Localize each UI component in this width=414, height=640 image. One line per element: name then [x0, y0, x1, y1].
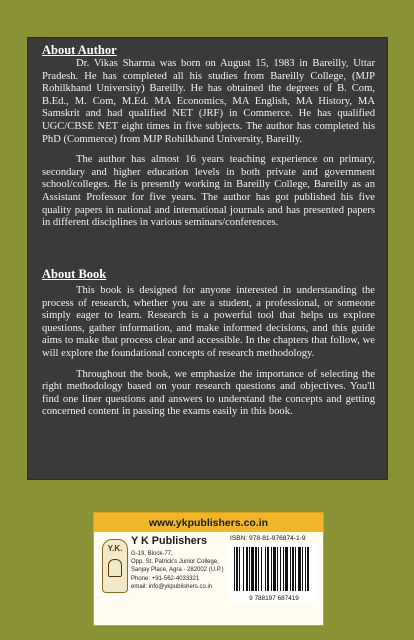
about-book-paragraph-2: Throughout the book, we emphasize the importance of selecting the right methodology based on your research questions and objectives. You'll find one liner questions and answers to understand the concepts and getting concerned content in passing the exams easily in this book. — [42, 368, 375, 418]
about-book-paragraph-1: This book is designed for anyone interested in understanding the process of research, whether you are a student, a professional, or someone simply eager to learn. Research is a powerful tool that helps us explore questions, gather information, and make informed decisions, and this guide aims to make that process clear and accessible. In the chapters that follow, we will explore the foundational concepts of research methodology. — [42, 285, 375, 359]
about-book-text — [42, 285, 375, 419]
phone-line: Phone: +91-562-4033321 — [131, 575, 200, 582]
blurb-panel — [28, 38, 387, 479]
publisher-website-link[interactable]: www.ykpublishers.co.in — [94, 513, 323, 532]
publisher-name: Y K Publishers — [131, 535, 208, 547]
about-author-text — [42, 58, 375, 230]
isbn-label: ISBN: 978-81-976874-1-9 — [230, 535, 306, 542]
about-book-heading: About Book — [42, 267, 107, 281]
email-line: email: info@ykpublishers.co.in — [131, 583, 213, 590]
about-author-heading: About Author — [42, 43, 117, 57]
publisher-box — [93, 512, 324, 626]
address-line: G-19, Block-77, — [131, 551, 173, 557]
publisher-logo-text: Y.K. — [107, 544, 123, 553]
barcode-icon — [230, 544, 318, 602]
about-author-paragraph-1: Dr. Vikas Sharma was born on August 15, 1983 in Bareilly, Uttar Pradesh. He has completed all his studies from Bareilly College, (MJP Rohilkhand University) Bareilly. He has obtained the degrees of B. Com, B.Ed., M. Com, M.Ed. MA Economics, MA English, MA History, MA Samskrit and had qualified NET (JRF) in Commerce. He has qualified UGC/CBSE NET eight times in five subjects. The author has completed his PhD (Commerce) from MJP Rohilkhand University, Bareilly. — [42, 58, 375, 145]
lamp-icon — [108, 559, 122, 577]
address-line: Sanjay Place, Agra - 282002 (U.P.) — [131, 567, 224, 574]
about-author-paragraph-2: The author has almost 16 years teaching experience on primary, secondary and higher education levels in both private and government school/colleges. He is presently working in Bareilly College, Bareilly as an Assistant Professor for five years. The author has got published his five quality papers in national and international journals and has presented papers in different disciplines in various seminars/conferences. — [42, 154, 375, 229]
publisher-address — [131, 550, 227, 591]
publisher-logo-icon — [102, 539, 128, 593]
barcode-number: 9 788197 687419 — [249, 595, 299, 602]
address-line: Opp. St. Patrick's Junior College, — [131, 559, 219, 566]
barcode-bars — [230, 544, 318, 594]
